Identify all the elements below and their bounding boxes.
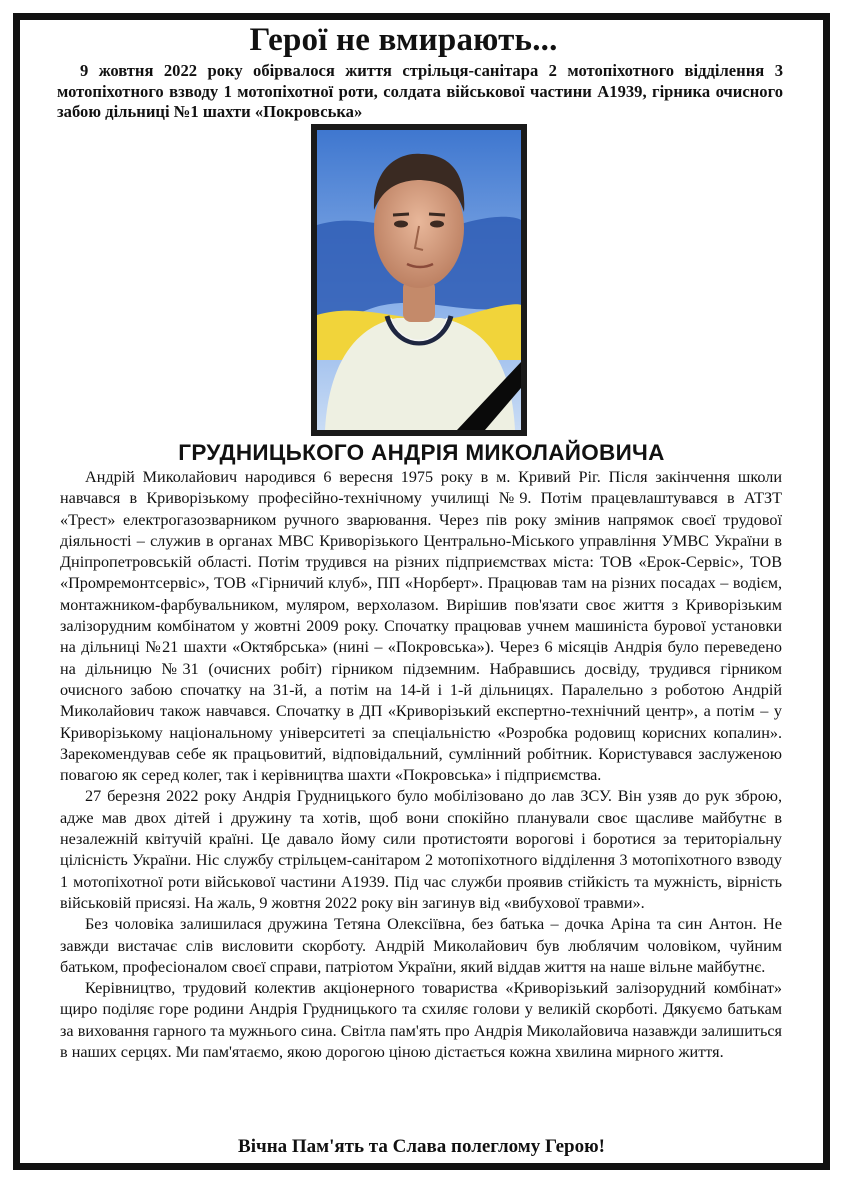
person-name: ГРУДНИЦЬКОГО АНДРІЯ МИКОЛАЙОВИЧА (178, 440, 665, 465)
page-title: Герої не вмирають... (249, 22, 558, 58)
portrait-frame (311, 124, 527, 436)
intro-paragraph: 9 жовтня 2022 року обірвалося життя стрільця-санітара 2 мотопіхотного відділення 3 мотопіхотного взводу 1 мотопіхотної роти, солдата військової частини А1939, гірника очисного забою дільниці №1 шахти «Покровська» (57, 61, 783, 121)
closing-line: Вічна Пам'ять та Слава полеглому Герою! (238, 1136, 605, 1157)
right-eye (430, 221, 444, 228)
biography-paragraph: Андрій Миколайович народився 6 вересня 1975 року в м. Кривий Ріг. Після закінчення школи навчався в Криворізькому професійно-технічному училищі №9. Потім працевлаштувався в АТЗТ «Трест» електрогазозварником ручного зварювання. Через пів року змінив напрямок своєї трудової діяльності – служив в органах МВС Криворізького Центрально-Міського управління УМВС України в Дніпропетровській області. Потім трудився на різних підприємствах міста: ТОВ «Ерок-Сервіс», ТОВ «Промремонтсервіс», ТОВ «Гірничий клуб», ПП «Норберт». Працював там на різних посадах – водієм, монтажником-фарбувальником, муляром, верхолазом. Вирішив пов'язати своє життя з Криворізьким залізорудним комбінатом у жовтні 2009 року. Спочатку працював учнем машиніста бурової установки на дільниці №21 шахти «Октябрська» (нині – «Покровська»). Через 6 місяців Андрія було переведено на дільницю №31 (очисних робіт) гірником підземним. Набравшись досвіду, трудився гірником очисного забою спочатку на 31-й, а потім на 14-й і 1-й дільницях. Паралельно з роботою Андрій Миколайович також навчався. Спочатку в ДП «Криворізький експертно-технічний центр», а потім – у Криворізькому національному університеті за спеціальністю «Розробка родовищ корисних копалин». Зарекомендував себе як працьовитий, відповідальний, сумлінний робітник. Користувався заслуженою повагою як серед колег, так і керівництва шахти «Покровська» і підприємства. (60, 468, 782, 785)
biography-paragraph: Керівництво, трудовий колектив акціонерного товариства «Криворізький залізорудний комбінат» щиро поділяє горе родини Андрія Грудницького та схиляє голови у великій скорботі. Дякуємо батькам за виховання гарного та мужнього сина. Світла пам'ять про Андрія Миколайовича назавжди залишиться в наших серцях. Ми пам'ятаємо, якою дорогою ціною дістається кожна хвилина мирного життя. (60, 979, 782, 1062)
biography-paragraph: Без чоловіка залишилася дружина Тетяна Олексіївна, без батька – дочка Аріна та син Антон. Не завжди вистачає слів висловити скорботу. Андрій Миколайович був люблячим чоловіком, чуйним батьком, професіоналом своєї справи, патріотом України, який віддав життя на наше вільне майбутнє. (60, 915, 782, 976)
left-eye (394, 221, 408, 228)
portrait-photo-icon (317, 130, 521, 430)
biography (60, 467, 782, 1063)
biography-paragraph: 27 березня 2022 року Андрія Грудницького було мобілізовано до лав ЗСУ. Він узяв до рук зброю, адже мав двох дітей і дружину та хотів, щоб вони спокійно планували своє щасливе майбутнє в незалежній квітучій країні. Це давало йому сили протистояти ворогові і боротися за територіальну цілісність України. Ніс службу стрільцем-санітаром 2 мотопіхотного відділення 3 мотопіхотного взводу 1 мотопіхотної роти військової частини А1939. Під час служби проявив стійкість та мужність, вірність військовій присязі. На жаль, 9 жовтня 2022 року він загинув від «вибухової травми». (60, 787, 782, 912)
